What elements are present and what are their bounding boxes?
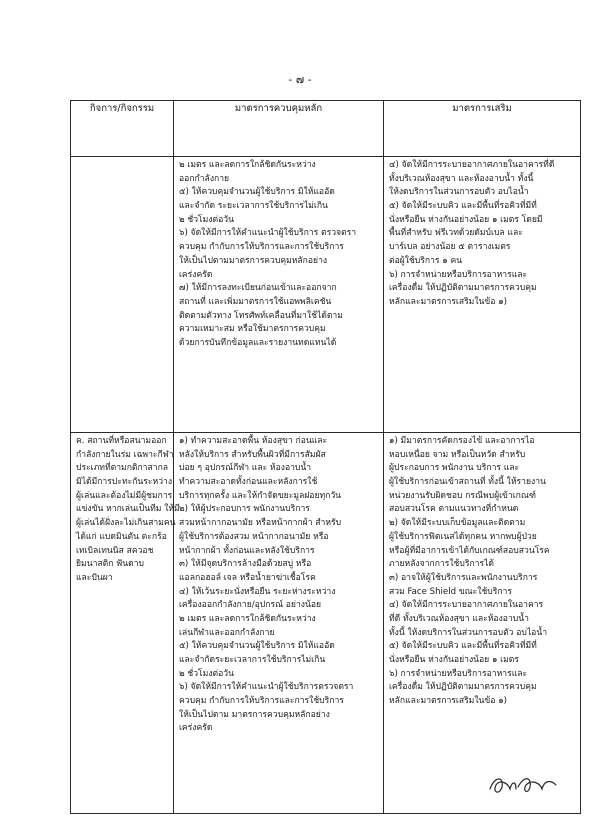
cell-text-line: ทั้งนี้ ให้งดบริการในส่วนการอบตัว อบไอน้ำ [389,627,548,638]
cell-text-line: เครื่องออกกำลังกาย/อุปกรณ์ อย่างน้อย [179,600,322,611]
cell-text-line: ๓) อาจให้ผู้ใช้บริการและพนักงานบริการ [389,572,538,583]
measures-table [70,100,581,814]
activity-cell [71,433,180,814]
cell-text-line: ควบคุม กำกับการให้บริการและการใช้บริการ [179,242,344,253]
cell-text-line: ผู้ใช้บริการต้องสวม หน้ากากอนามัย หรือ [179,531,329,542]
cell-text-line: ค. สถานที่หรือสนามออก [76,436,167,446]
cell-text-line: ประเภทที่ตามกติกาสากล [76,463,169,474]
cell-text-line: และจำกัดระยะเวลาการใช้บริการไม่เกิน [179,655,326,665]
cell-text-line: ๕) จัดให้มีระบบคิว และมีพื้นที่รอคิวที่มีที่ [389,641,537,652]
cell-text-line: ๒ ชั่วโมงต่อวัน [179,668,234,679]
cell-text-line: ๒) จัดให้มีระบบเก็บข้อมูลและติดตาม [389,518,526,529]
table-row [71,157,581,433]
page-number: - ๗ - [288,73,312,86]
cell-text-line: ๕) ให้ควบคุมจำนวนผู้ใช้บริการ มิให้แออัด [179,187,335,198]
cell-text-line: สถานที่ และเพิ่มมาตรการใช้แอพพลิเคชัน [179,296,332,307]
header-extra-measures: มาตรการเสริม [384,101,581,157]
cell-text-line: พื้นที่สำหรับ ฟรีเวทด้วยดัมบ์เบล และ [389,228,523,239]
cell-text-line: ทำความสะอาดทั้งก่อนและหลังการใช้ [179,477,318,488]
cell-text-line: บาร์เบล อย่างน้อย ๕ ตารางเมตร [389,242,511,253]
cell-text-line: ๕) จัดให้มีระบบคิว และมีพื้นที่รอคิวที่มีที่ [389,201,537,212]
cell-text-line: บริการทุกครั้ง และให้กำจัดขยะมูลฝอยทุกวัน [179,490,342,501]
table-row [71,433,581,814]
cell-text-line: ๔) ให้เว้นระยะนั่งหรือยืน ระยะห่างระหว่าง [179,586,336,597]
cell-text-line: ภายหลังจากการใช้บริการได้ [389,559,495,570]
cell-text-line: ทั้งบริเวณห้องสุขา และห้องอาบน้ำ ทั้งนี้ [389,173,534,184]
cell-text-line: ควบคุม กำกับการให้บริการและการใช้บริการ [179,696,344,707]
cell-text-line: สวมหน้ากากอนามัย หรือหน้ากากผ้า สำหรับ [179,518,342,529]
extra-measures-cell [384,433,581,814]
cell-text-line: ๖) จัดให้มีการให้คำแนะนำผู้ใช้บริการ ตรวจตรา [179,228,357,239]
cell-text-line: เคร่งครัด [179,723,213,734]
cell-text-line: ๑) ทำความสะอาดพื้น ห้องสุขา ก่อนและ [179,436,328,446]
cell-text-line: เครื่องดื่ม ให้ปฏิบัติตามมาตรการควบคุม [389,283,537,294]
cell-text-line: ที่ดี ทั้งบริเวณห้องสุขา และห้องอาบน้ำ [389,613,529,624]
cell-text-line: ต่อผู้ใช้บริการ ๑ คน [389,255,463,266]
cell-text-line: หน้ากากผ้า ทั้งก่อนและหลังใช้บริการ [179,545,315,556]
cell-text-line: ๒ ชั่วโมงต่อวัน [179,214,234,225]
cell-text-line: และปันผา [76,572,113,583]
cell-text-line: หรือผู้ที่มีอาการเข้าได้กับเกณฑ์สอบสวนโรค [389,545,550,556]
cell-text-line: ติดตามตัวทาง โทรศัพท์เคลื่อนที่มาใช้ได้ตาม [179,310,343,321]
cell-text-line: เคร่งครัด [179,269,213,280]
cell-text-line: หลักและมาตรการเสริมในข้อ ๑) [389,696,507,707]
cell-text-line: ได้แก่ แบดมินตัน ตะกร้อ [76,531,167,542]
signature-mark [486,767,560,801]
cell-text-line: ให้งดบริการในส่วนการอบตัว อบไอน้ำ [389,187,529,198]
cell-text-line: ออกกำลังกาย [179,173,230,184]
cell-text-line: สวม Face Shield ขณะใช้บริการ [389,586,512,597]
header-activity: กิจการ/กิจกรรม [71,101,174,157]
cell-text-line: ๖) การจำหน่ายหรือบริการอาหารและ [389,269,528,280]
main-measures-cell [174,157,384,433]
cell-text-line: หน่วยงานรับผิดชอบ กรณีพบผู้เข้าเกณฑ์ [389,490,536,501]
cell-text-line: ความเหมาะสม หรือใช้มาตรการควบคุม [179,324,326,335]
cell-text-line: และจำกัด ระยะเวลาการใช้บริการไม่เกิน [179,201,328,212]
cell-text-line: ผู้ใช้บริการก่อนเข้าสถานที่ ทั้งนี้ ให้รายงาน [389,477,546,488]
cell-text-line: ๔) จัดให้มีการระบายอากาศภายในอาคาร [389,600,544,611]
cell-text-line: ให้เป็นไปตามมาตรการควบคุมหลักอย่าง [179,255,328,266]
cell-text-line: ยิมนาสติก ฟันดาบ [76,559,144,570]
extra-measures-cell [384,157,581,433]
cell-text-line: ๗) ให้มีการลงทะเบียนก่อนเข้าและออกจาก [179,283,337,294]
cell-text-line: นั่งหรือยืน ห่างกันอย่างน้อย ๑ เมตร [389,655,519,665]
main-measures-cell [174,433,384,814]
cell-text-line: ๓) ให้มีจุดบริการล้างมือด้วยสบู่ หรือ [179,559,312,570]
cell-text-line: กำลังกายในร่ม เฉพาะกีฬา [76,449,174,460]
cell-text-line: มิได้มีการปะทะกันระหว่าง [76,477,173,488]
cell-text-line: นั่งหรือยืน ห่างกันอย่างน้อย ๑ เมตร โดยมี [389,214,543,225]
header-main-measures: มาตรการควบคุมหลัก [174,101,384,157]
cell-text-line: หลังให้บริการ สำหรับพื้นผิวที่มีการสัมผัส [179,449,326,460]
cell-text-line: ผู้เล่นได้ฝั่งละไม่เกินสามคน [76,518,176,529]
cell-text-line: ๒ เมตร และลดการใกล้ชิดกันระหว่าง [179,160,316,170]
cell-text-line: หอบเหนื่อย จาม หรือเป็นหวัด สำหรับ [389,449,526,460]
cell-text-line: หลักและมาตรการเสริมในข้อ ๑) [389,296,507,307]
cell-text-line: แข่งขัน หากเล่นเป็นทีม ให้มี [76,504,180,515]
cell-text-line: ๔) จัดให้มีการระบายอากาศภายในอาคารที่ดี [389,160,555,170]
cell-text-line: ๒) ให้ผู้ประกอบการ พนักงานบริการ [179,504,310,515]
cell-text-line: ๖) จัดให้มีการให้คำแนะนำผู้ใช้บริการตรวจตรา [179,682,354,693]
activity-cell [71,157,174,433]
cell-text-line: ๒ เมตร และลดการใกล้ชิดกันระหว่าง [179,613,316,624]
cell-text-line: บ่อย ๆ อุปกรณ์กีฬา และ ห้องอาบน้ำ [179,463,312,474]
table-header-row [71,101,581,157]
cell-text-line: ให้เป็นไปตาม มาตรการควบคุมหลักอย่าง [179,709,330,720]
cell-text-line: ผู้เล่นและต้องไม่มีผู้ชมการ [76,490,173,501]
cell-text-line: ๖) การจำหน่ายหรือบริการอาหารและ [389,668,528,679]
cell-text-line: สอบสวนโรค ตามแนวทางที่กำหนด [389,504,519,515]
cell-text-line: เทเบิลเทนนิส สควอช [76,545,154,556]
cell-text-line: เครื่องดื่ม ให้ปฏิบัติตามมาตรการควบคุม [389,682,537,693]
cell-text-line: ผู้ประกอบการ พนักงาน บริการ และ [389,463,520,474]
cell-text-line: ๕) ให้ควบคุมจำนวนผู้ใช้บริการ มิให้แออัด [179,641,335,652]
cell-text-line: แอลกอฮอล์ เจล หรือน้ำยาฆ่าเชื้อโรค [179,572,316,583]
cell-text-line: เล่นกีฬาและออกกำลังกาย [179,627,275,638]
cell-text-line: ด้วยการบันทึกข้อมูลและรายงานทดแทนได้ [179,337,337,348]
cell-text-line: ผู้ใช้บริการฟิตเนสได้ทุกคน หากพบผู้ป่วย [389,531,537,542]
cell-text-line: ๑) มีมาตรการคัดกรองไข้ และอาการไอ [389,436,535,446]
